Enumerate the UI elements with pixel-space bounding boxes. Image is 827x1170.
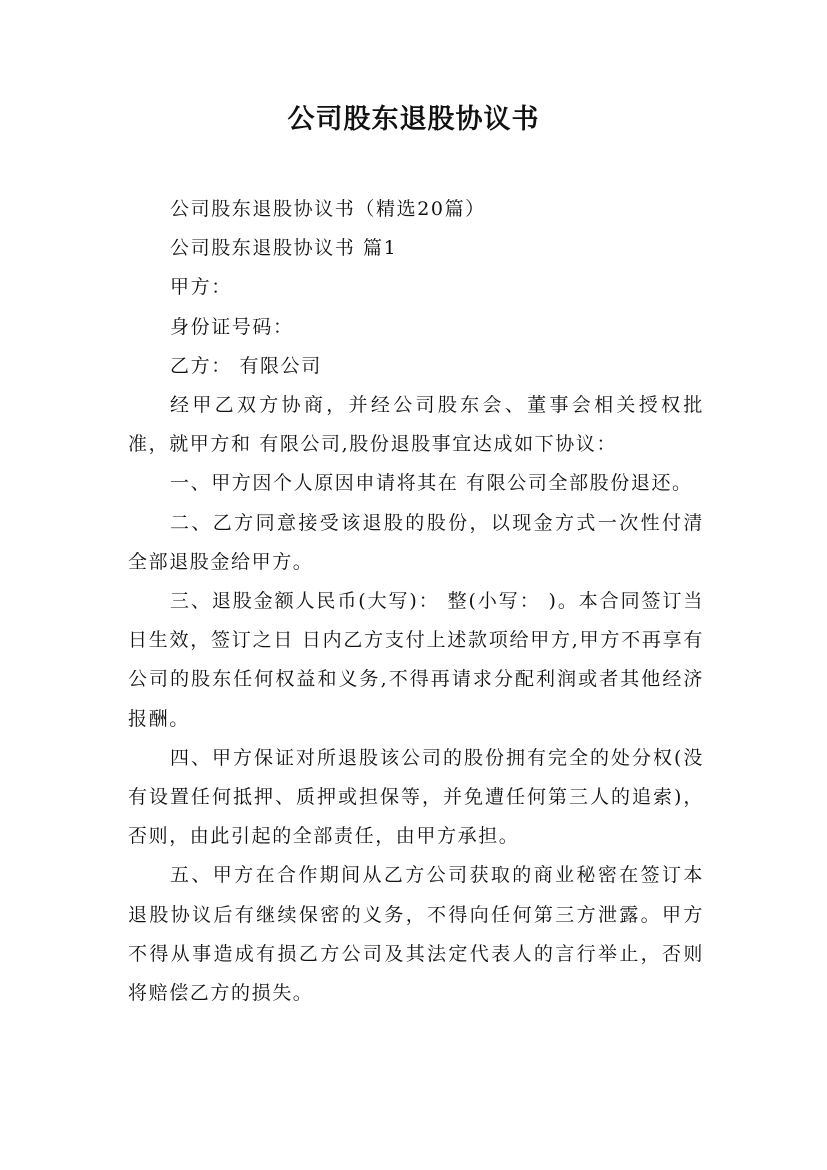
paragraph-clause-5: 五、甲方在合作期间从乙方公司获取的商业秘密在签订本退股协议后有继续保密的义务，不得向任何第三方泄露。甲方不得从事造成有损乙方公司及其法定代表人的言行举止，否则将赔偿乙方的损失。 bbox=[128, 864, 704, 1005]
paragraph-preamble: 经甲乙双方协商，并经公司股东会、董事会相关授权批准，就甲方和 有限公司,股份退股事宜达成如下协议： bbox=[128, 394, 704, 456]
paragraph-party-b: 乙方： 有限公司 bbox=[170, 354, 322, 377]
document-title: 公司股东退股协议书 bbox=[287, 104, 540, 135]
paragraph-subtitle: 公司股东退股协议书（精选20篇） bbox=[170, 198, 486, 220]
document-body bbox=[128, 190, 704, 1013]
paragraph-party-a: 甲方： bbox=[170, 276, 232, 299]
paragraph-clause-3: 三、退股金额人民币(大写)： 整(小写： )。本合同签订当日生效，签订之日 日内乙方支付上述款项给甲方,甲方不再享有公司的股东任何权益和义务,不得再请求分配利润或者其他经济报酬。 bbox=[128, 590, 704, 730]
paragraph-section-heading: 公司股东退股协议书 篇1 bbox=[170, 237, 398, 260]
paragraph-id-number: 身份证号码： bbox=[170, 315, 294, 338]
paragraph-clause-1: 一、甲方因个人原因申请将其在 有限公司全部股份退还。 bbox=[170, 472, 693, 495]
paragraph-clause-2: 二、乙方同意接受该退股的股份，以现金方式一次性付清全部退股金给甲方。 bbox=[128, 511, 704, 573]
paragraph-clause-4: 四、甲方保证对所退股该公司的股份拥有完全的处分权(没有设置任何抵押、质押或担保等，并免遭任何第三人的追索)，否则，由此引起的全部责任，由甲方承担。 bbox=[128, 746, 704, 848]
